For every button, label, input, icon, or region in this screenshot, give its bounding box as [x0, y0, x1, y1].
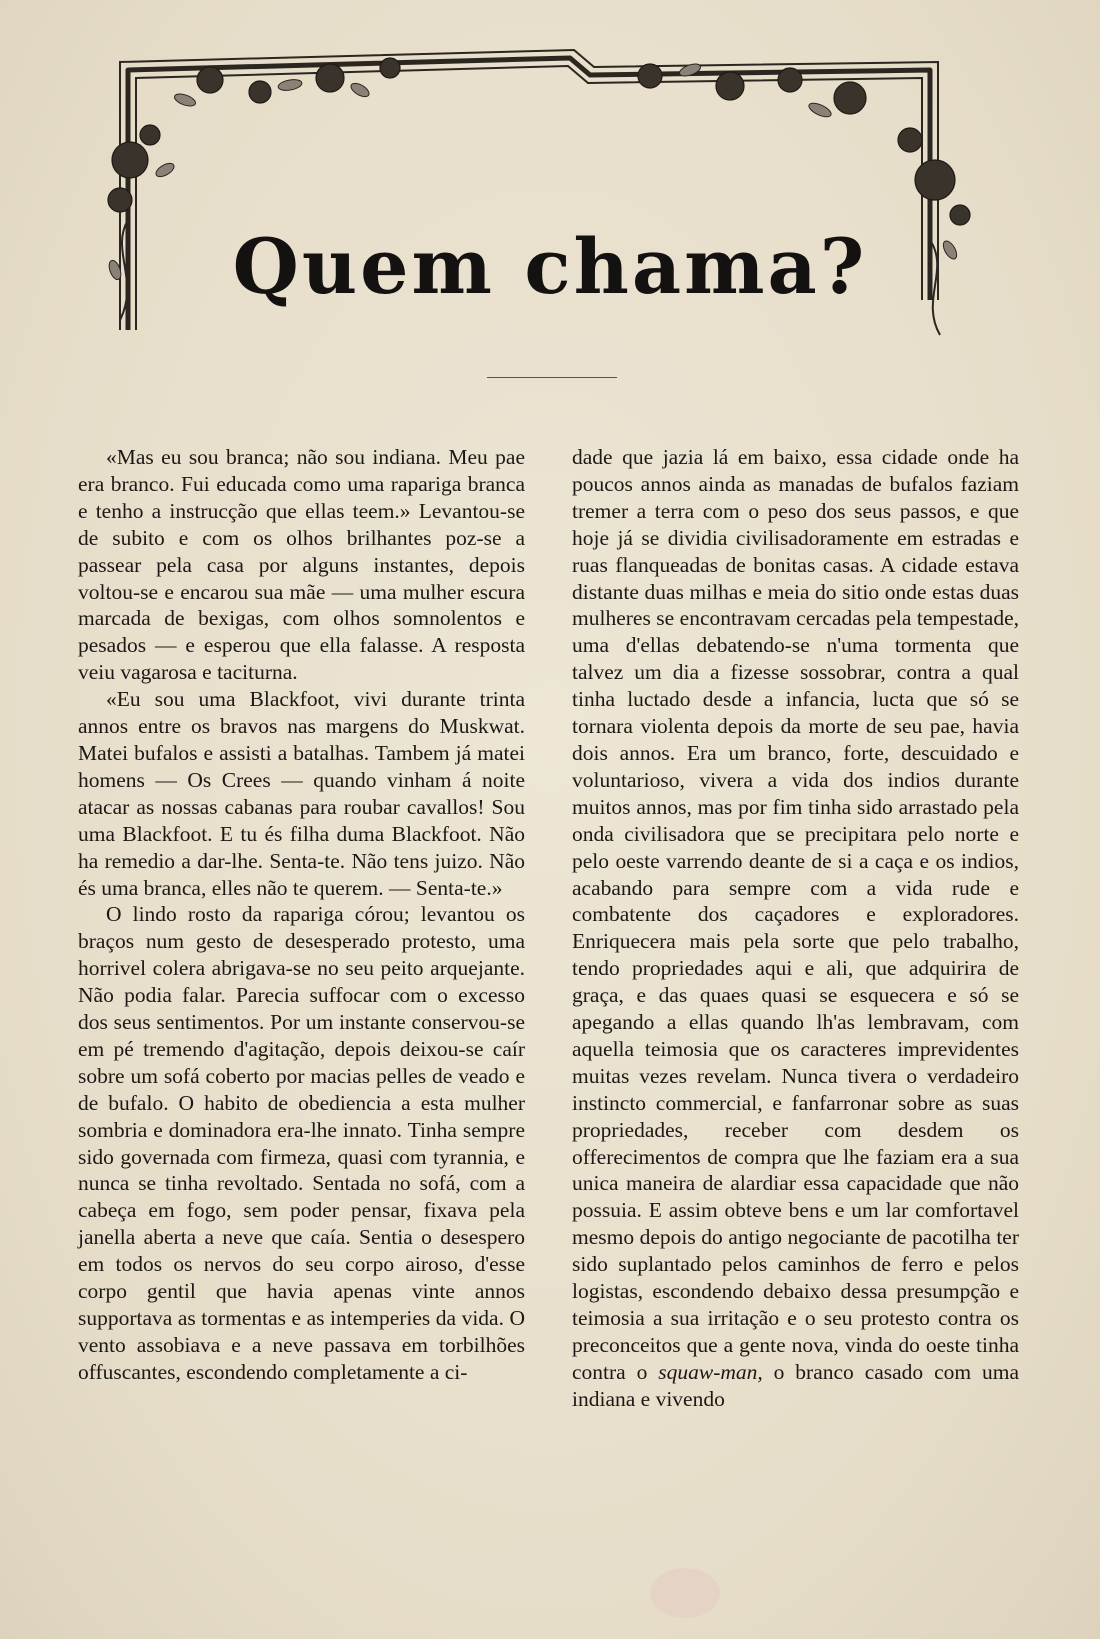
- left-column: [78, 444, 525, 1386]
- paragraph-text: o branco casado com uma indiana e vivendo: [572, 1359, 1019, 1411]
- right-column: [572, 444, 1019, 1413]
- article-title: Quem chama?: [232, 222, 868, 311]
- floral-frame-ornament: [90, 40, 1030, 360]
- paragraph: «Mas eu sou branca; não sou indiana. Meu pae era branco. Fui educada como uma rapariga branca e tenho a instrucção que ellas teem.» Levantou-se de subito e com os olhos brilhantes poz-se a passear pela casa por alguns instantes, depois voltou-se e encarou sua mãe — uma mulher escura marcada de bexigas, com olhos somnolentos e pesados — e esperou que ella falasse. A resposta veiu vagarosa e taciturna.: [78, 445, 525, 685]
- italic-term: squaw-man,: [658, 1359, 763, 1384]
- paragraph: [572, 444, 1019, 1413]
- paragraph: «Eu sou uma Blackfoot, vivi durante trinta annos entre os bravos nas margens do Muskwat. Matei bufalos e assisti a batalhas. Tambem já matei homens — Os Crees — quando vinham á noite atacar as nossas cabanas para roubar cavallos! Sou uma Blackfoot. E tu és filha duma Blackfoot. Não ha remedio a dar-lhe. Senta-te. Não tens juizo. Não és uma branca, elles não te querem. — Senta-te.»: [78, 687, 525, 900]
- paragraph: O lindo rosto da rapariga córou; levantou os braços num gesto de desesperado protesto, uma horrivel colera abrigava-se no seu peito arquejante. Não podia falar. Parecia suffocar com o excesso dos seus sentimentos. Por um instante conservou-se em pé tremendo d'agitação, depois deixou-se caír sobre um sofá coberto por macias pelles de veado e de bufalo. O habito de obediencia a esta mulher sombria e dominadora era-lhe innato. Tinha sempre sido governada com firmeza, quasi com tyrannia, e nunca se tinha revoltado. Sentada no sofá, com a cabeça em fogo, sem poder pensar, fixava pela janella aberta a neve que caía. Sentia o desespero em todos os nervos do seu corpo airoso, d'esse corpo gentil que havia apenas vinte annos supportava as tormentas e as intemperies da vida. O vento assobiava e a neve passava em torbilhões offuscantes, escondendo completamente a ci-: [78, 902, 525, 1384]
- paragraph-text: dade que jazia lá em baixo, essa cidade onde ha poucos annos ainda as manadas de bufalos faziam tremer a terra com o peso dos seus passos, e que hoje já se dividia civilisadoramente em estradas e ruas flanqueadas de bonitas casas. A cidade estava distante duas milhas e meia do sitio onde estas duas mulheres se encontravam cercadas pela tempestade, uma d'ellas debatendo-se n'uma tormenta que talvez um dia a fizesse sossobrar, contra a qual tinha luctado desde a infancia, lucta que só se tornara violenta depois da morte de seu pae, havia dois annos. Era um branco, forte, descuidado e voluntarioso, vivera a vida dos indios durante muitos annos, mas por fim tinha sido arrastado pela onda civilisadora que se precipitara pelo norte e pelo oeste varrendo deante de si a caça e os indios, acabando para sempre com a vida rude e combatente dos caçadores e exploradores. Enriquecera mais pela sorte que pelo trabalho, tendo propriedades aqui e ali, que adquirira de graça, e das quaes quasi se esquecera e só se apegando a ellas quando lh'as lembravam, com aquella teimosia que os caracteres imprevidentes muitas vezes revelam. Nunca tivera o verdadeiro instincto commercial, e fanfarronar sobre as suas propriedades, receber com desdem os offerecimentos de compra que lhe faziam era a sua unica maneira de alardiar essa capacidade que não possuia. E assim obteve bens e um lar comfortavel mesmo depois do antigo negociante de pacotilha ter sido suplantado pelos caminhos de ferro e pelos logistas, escondendo debaixo dessa presumpção e teimosia a sua irritação e o seu protesto contra os preconceitos que a gente nova, vinda do oeste tinha contra o: [572, 445, 1019, 1384]
- title-divider: [487, 377, 617, 378]
- paper-stain: [650, 1568, 720, 1618]
